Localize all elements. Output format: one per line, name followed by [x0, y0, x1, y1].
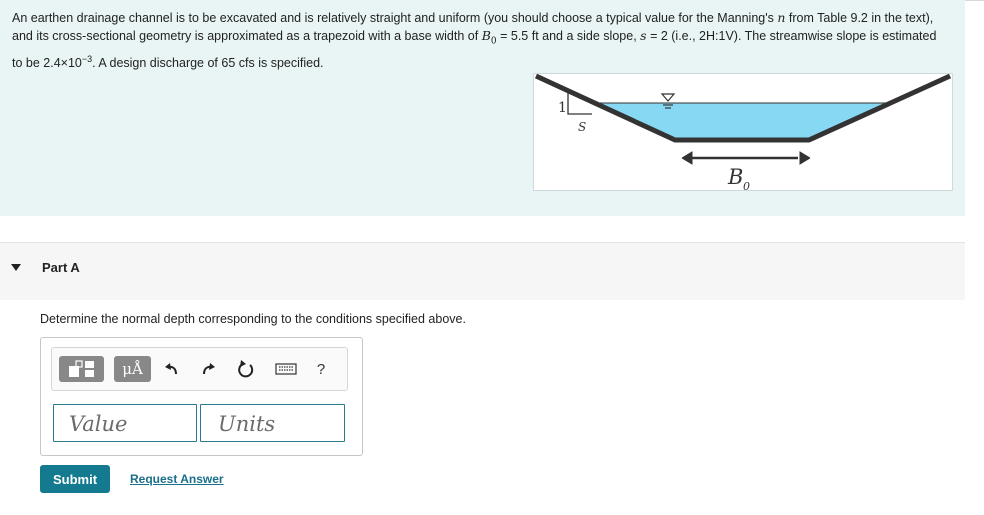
value-input[interactable] — [53, 404, 197, 442]
problem-text-segment: = 5.5 ft and a side slope, — [500, 29, 637, 43]
base-width-label-subscript: 0 — [743, 180, 750, 190]
help-button[interactable] — [311, 356, 331, 382]
problem-text-segment: text), and its cross-sectional geometry is approximated as a trapezoid with a base width of — [12, 11, 934, 43]
question-text: Determine the normal depth corresponding to the conditions specified above. — [40, 312, 466, 326]
units-input[interactable] — [200, 404, 345, 442]
templates-button[interactable] — [59, 356, 104, 382]
slope-run-label: S — [578, 120, 587, 134]
collapse-caret-icon[interactable] — [11, 264, 21, 271]
answer-entry-box — [40, 337, 363, 456]
value-placeholder: Value — [69, 412, 128, 436]
help-icon: ? — [316, 360, 326, 378]
problem-text-segment: An earthen drainage channel is to be excavated and is relatively straight and uniform (you should choose a typical value for the Manning's — [12, 11, 774, 25]
units-symbol-label: μÅ — [122, 360, 143, 378]
problem-text-segment: from Table 9.2 in the — [788, 11, 902, 25]
redo-button[interactable] — [197, 356, 219, 382]
undo-button[interactable] — [161, 356, 183, 382]
units-placeholder: Units — [218, 412, 276, 436]
problem-text-segment: slope is estimated to be 2.4×10 — [12, 29, 937, 70]
submit-button[interactable]: Submit — [40, 465, 110, 493]
problem-statement-panel — [0, 0, 965, 216]
base-width-label: B — [728, 165, 744, 189]
channel-diagram — [534, 74, 952, 190]
part-title: Part A — [42, 260, 80, 275]
arrow-left-icon — [682, 152, 692, 164]
channel-cross-section-figure — [533, 73, 953, 191]
manning-n-symbol: n — [777, 10, 786, 25]
slope-rise-label: 1 — [558, 100, 567, 116]
redo-icon — [199, 360, 217, 378]
request-answer-link[interactable]: Request Answer — [130, 472, 224, 486]
slope-exponent: −3 — [81, 53, 93, 64]
arrow-right-icon — [800, 152, 810, 164]
problem-text-segment: . A design discharge of 65 cfs is specified. — [92, 55, 324, 70]
templates-icon — [65, 359, 99, 379]
side-slope-symbol: s — [640, 28, 647, 43]
undo-icon — [163, 360, 181, 378]
problem-text-segment: = 2 (i.e., 2H:1V). The streamwise — [650, 29, 833, 43]
base-width-symbol: B — [481, 28, 491, 43]
keyboard-button[interactable] — [273, 356, 299, 382]
reset-icon — [236, 359, 256, 379]
keyboard-icon — [275, 362, 297, 376]
base-width-subscript: 0 — [490, 36, 497, 47]
part-a-header[interactable] — [0, 243, 965, 300]
units-symbol-button[interactable] — [114, 356, 151, 382]
problem-text — [12, 9, 947, 72]
reset-button[interactable] — [235, 356, 257, 382]
answer-toolbar — [51, 347, 348, 391]
